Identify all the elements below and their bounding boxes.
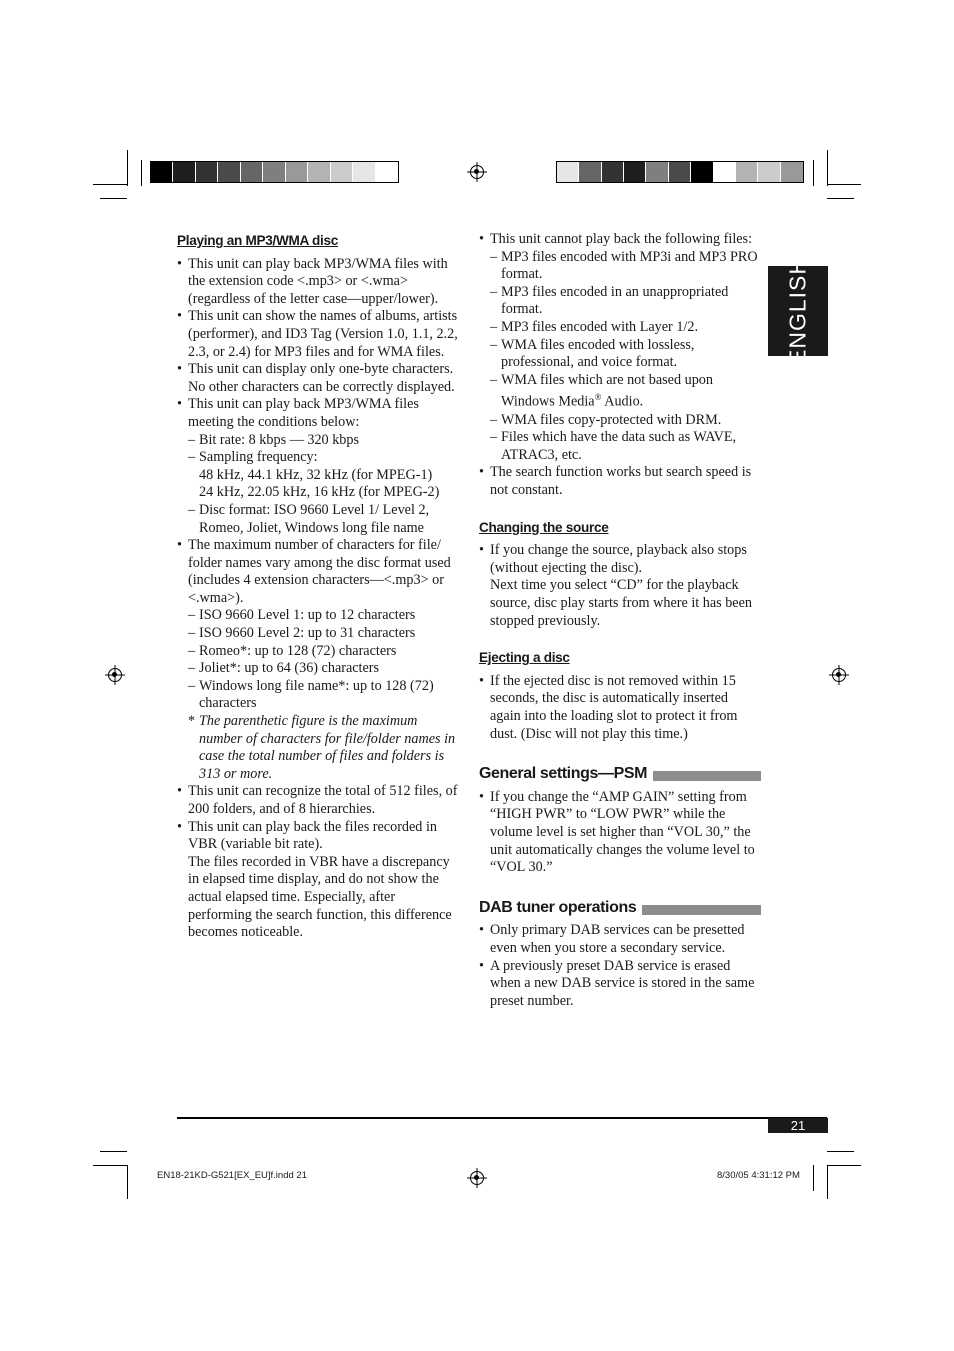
crop-mark xyxy=(127,150,128,186)
dash-text: Disc format: ISO 9660 Level 1/ Level 2, Romeo, Joliet, Windows long file name xyxy=(199,501,430,536)
list-item xyxy=(479,958,761,1011)
list-item xyxy=(188,607,462,625)
sub-list xyxy=(188,432,462,538)
dash-text: MP3 files encoded in an unappropriated format. xyxy=(501,283,729,318)
swatch xyxy=(331,162,353,182)
swatch xyxy=(196,162,218,182)
list-item xyxy=(177,396,462,537)
list-item xyxy=(490,429,761,464)
list-item xyxy=(188,643,462,661)
color-bar-right xyxy=(556,161,804,183)
swatch xyxy=(758,162,780,182)
footnote xyxy=(188,713,462,783)
list-item xyxy=(490,284,761,319)
list-item xyxy=(188,449,462,502)
sub-list xyxy=(490,249,761,465)
crop-mark xyxy=(827,150,828,186)
bullet-text: This unit can recognize the total of 512 files, of 200 folders, and of 8 hierarchies. xyxy=(188,783,458,817)
list-item xyxy=(188,502,462,537)
dash-text: MP3 files encoded with MP3i and MP3 PRO format. xyxy=(501,248,758,283)
heading-bar xyxy=(642,905,761,915)
dash-text: WMA files encoded with lossless, professional, and voice format. xyxy=(501,336,695,371)
section-heading-dab xyxy=(479,899,761,917)
list-item xyxy=(479,789,761,877)
psm-list xyxy=(479,789,761,877)
list-item xyxy=(188,678,462,713)
dash-text: Bit rate: 8 kbps — 320 kbps xyxy=(199,431,359,448)
list-item xyxy=(177,537,462,783)
language-tab xyxy=(768,257,828,365)
registration-mark-icon xyxy=(470,1171,484,1185)
column-left xyxy=(177,232,462,942)
registration-mark-icon xyxy=(108,668,122,682)
swatch xyxy=(714,162,736,182)
list-item xyxy=(479,673,761,743)
dash-text: Windows long file name*: up to 128 (72) characters xyxy=(199,677,434,712)
dash-text: Audio. xyxy=(601,394,644,411)
dash-text: WMA files copy-protected with DRM. xyxy=(501,411,722,428)
swatch xyxy=(557,162,579,182)
footnote-text: The parenthetic figure is the maximum number of characters for file/folder names in case the total number of files and folders is 313 or more. xyxy=(199,713,456,782)
swatch xyxy=(353,162,375,182)
list-item xyxy=(177,308,462,361)
list-item xyxy=(479,464,761,499)
footnote-marker: * xyxy=(188,713,196,730)
section-heading-eject: Ejecting a disc xyxy=(479,650,570,666)
bullet-text: • If you change the source, playback also stops (without ejecting the disc). xyxy=(490,542,747,576)
bullet-text: This unit can display only one-byte characters. No other characters can be correctly displayed. xyxy=(188,361,455,395)
crop-mark xyxy=(93,1165,127,1166)
crop-mark xyxy=(127,1165,128,1199)
dash-text: WMA files which are not based upon Windows Media xyxy=(501,371,713,411)
dash-text: ISO 9660 Level 1: up to 12 characters xyxy=(199,607,416,624)
swatch xyxy=(736,162,758,182)
heading-bar xyxy=(653,771,761,781)
dash-text: MP3 files encoded with Layer 1/2. xyxy=(501,318,699,335)
registration-mark-icon xyxy=(470,165,484,179)
swatch xyxy=(263,162,285,182)
bullet-text: Only primary DAB services can be presetted even when you store a secondary service. xyxy=(490,922,745,956)
dash-text: Joliet*: up to 64 (36) characters xyxy=(199,660,380,677)
swatch xyxy=(646,162,668,182)
crop-mark xyxy=(813,160,814,186)
crop-mark xyxy=(141,160,142,186)
dash-text: 48 kHz, 44.1 kHz, 32 kHz (for MPEG-1) xyxy=(199,466,433,483)
page-number: 21 xyxy=(768,1118,828,1133)
dash-text: ISO 9660 Level 2: up to 31 characters xyxy=(199,625,416,642)
crop-mark xyxy=(93,184,127,185)
eject-list xyxy=(479,673,761,743)
crop-mark xyxy=(100,1151,127,1152)
bullet-text: The files recorded in VBR have a discrepancy in elapsed time display, and do not show the actual elapsed time. Especially, after performing the search function, this difference becomes noticeable. xyxy=(188,853,452,941)
registration-mark-icon xyxy=(832,668,846,682)
swatch xyxy=(579,162,601,182)
bullet-text: The maximum number of characters for file/ folder names vary among the disc format used (includes 4 extension characters—<.mp3> or <.wma>). xyxy=(188,537,451,606)
list-item xyxy=(188,660,462,678)
crop-mark xyxy=(827,1165,861,1166)
swatch xyxy=(286,162,308,182)
footer-file-slug: EN18-21KD-G521[EX_EU]f.indd 21 xyxy=(157,1170,307,1181)
dash-text: – Sampling frequency: xyxy=(199,449,318,466)
cannot-play-list xyxy=(479,231,761,500)
crop-mark xyxy=(827,198,854,199)
crop-mark xyxy=(827,1165,828,1199)
list-item xyxy=(177,361,462,396)
crop-mark xyxy=(813,1165,814,1191)
bullet-text: • This unit can play back the files recorded in VBR (variable bit rate). xyxy=(188,818,437,853)
dash-text: Files which have the data such as WAVE, ATRAC3, etc. xyxy=(501,429,737,463)
list-item xyxy=(177,256,462,309)
swatch xyxy=(624,162,646,182)
list-item xyxy=(177,783,462,818)
swatch xyxy=(376,162,398,182)
section-title: General settings—PSM xyxy=(479,765,648,783)
list-item xyxy=(490,372,761,412)
bullet-text: This unit cannot play back the following files: xyxy=(490,231,753,247)
swatch xyxy=(308,162,330,182)
dash-text: Romeo*: up to 128 (72) characters xyxy=(199,642,397,659)
registered-mark: ® xyxy=(594,392,602,403)
bullet-text: A previously preset DAB service is erased when a new DAB service is stored in the same preset number. xyxy=(490,957,755,1009)
column-right xyxy=(479,231,761,1010)
swatch xyxy=(173,162,195,182)
dash-text: 24 kHz, 22.05 kHz, 16 kHz (for MPEG-2) xyxy=(199,484,440,501)
sub-list xyxy=(188,607,462,713)
footer-rule xyxy=(177,1117,827,1119)
swatch xyxy=(781,162,803,182)
list-item xyxy=(479,231,761,464)
list-item xyxy=(177,819,462,942)
crop-mark xyxy=(100,198,127,199)
bullet-text: This unit can play back MP3/WMA files with the extension code <.mp3> or <.wma> (regardless of the letter case—upper/lower). xyxy=(188,255,448,307)
list-item xyxy=(490,337,761,372)
dab-list xyxy=(479,922,761,1010)
list-item xyxy=(188,432,462,450)
section-heading-source: Changing the source xyxy=(479,519,609,535)
swatch xyxy=(218,162,240,182)
bullet-text: If the ejected disc is not removed within 15 seconds, the disc is automatically inserted again into the loading slot to protect it from dust. (Disc will not play this time.) xyxy=(490,672,738,742)
list-item xyxy=(490,412,761,430)
list-item xyxy=(490,249,761,284)
mp3-bullet-list xyxy=(177,256,462,942)
bullet-text: If you change the “AMP GAIN” setting from “HIGH PWR” to “LOW PWR” while the volume level is set higher than “VOL 30,” the unit automatically changes the volume level to “VOL 30.” xyxy=(490,788,755,876)
swatch xyxy=(241,162,263,182)
swatch xyxy=(151,162,173,182)
list-item xyxy=(479,922,761,957)
swatch xyxy=(602,162,624,182)
source-list xyxy=(479,542,761,630)
bullet-text: The search function works but search speed is not constant. xyxy=(490,464,752,499)
section-heading-mp3: Playing an MP3/WMA disc xyxy=(177,233,339,248)
color-bar-left xyxy=(150,161,399,183)
bullet-text: This unit can play back MP3/WMA files meeting the conditions below: xyxy=(188,396,419,430)
footer-date-slug: 8/30/05 4:31:12 PM xyxy=(717,1170,800,1181)
bullet-text: Next time you select “CD” for the playback source, disc play starts from where it has been stopped previously. xyxy=(490,577,752,629)
swatch xyxy=(669,162,691,182)
list-item xyxy=(188,625,462,643)
language-tab-label: ENGLISH xyxy=(784,257,811,365)
crop-mark xyxy=(827,184,861,185)
bullet-text: This unit can show the names of albums, artists (performer), and ID3 Tag (Version 1.0, 1.1, 2.2, 2.3, or 2.4) for MP3 files and for WMA files. xyxy=(188,308,458,360)
list-item xyxy=(490,319,761,337)
list-item xyxy=(479,542,761,630)
crop-mark xyxy=(827,1151,854,1152)
swatch xyxy=(691,162,713,182)
section-title: DAB tuner operations xyxy=(479,898,637,916)
section-heading-psm xyxy=(479,765,761,783)
